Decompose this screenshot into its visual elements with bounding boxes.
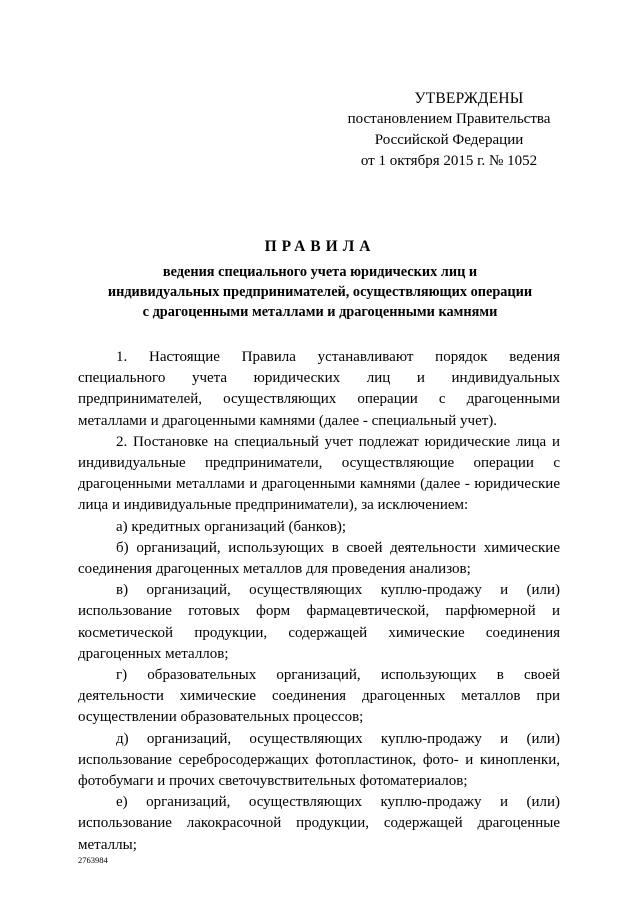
document-body (78, 347, 560, 856)
paragraph-1: 1. Настоящие Правила устанавливают порядок ведения специального учета юридических лиц и индивидуальных предпринимателей, осуществляющих операции с драгоценными металлами и драгоценными камнями (далее - специальный учет). (78, 349, 560, 429)
document-title: ПРАВИЛА (264, 238, 376, 255)
paragraph-2: 2. Постановке на специальный учет подлежат юридические лица и индивидуальные предприниматели, осуществляющие операции с драгоценными металлами и драгоценными камнями (далее - юридические лица и индивидуальные предприниматели), за исключением: (78, 433, 560, 514)
item-e: е) организаций, осуществляющих куплю-продажу и (или) использование лакокрасочной продукции, содержащей драгоценные металлы; (78, 794, 560, 853)
document-number: 2763984 (78, 855, 108, 865)
item-a: а) кредитных организаций (банков); (116, 518, 347, 535)
item-b: б) организаций, использующих в своей деятельности химические соединения драгоценных металлов для проведения анализов; (78, 539, 560, 578)
subtitle-line-3: с драгоценными металлами и драгоценными камнями (142, 304, 498, 320)
item-v: в) организаций, осуществляющих куплю-продажу и (или) использование готовых форм фармацевтической, парфюмерной и косметической продукции, содержащей химические соединения драгоценных металлов; (78, 582, 560, 662)
item-d: д) организаций, осуществляющих куплю-продажу и (или) использование серебросодержащих фотопластинок, фото- и кинопленки, фотобумаги и прочих светочувствительных фотоматериалов; (78, 730, 560, 790)
approval-heading: УТВЕРЖДЕНЫ (414, 90, 524, 107)
document-subtitle (80, 262, 560, 322)
subtitle-line-1: ведения специального учета юридических лиц и (162, 264, 478, 280)
approval-line-1: постановлением Правительства (347, 111, 551, 127)
item-g: г) образовательных организаций, использующих в своей деятельности химические соединения драгоценных металлов при осуществлении образовательных процессов; (78, 667, 560, 726)
approval-block (318, 88, 580, 172)
approval-date-number: от 1 октября 2015 г. № 1052 (360, 153, 538, 169)
subtitle-line-2: индивидуальных предпринимателей, осуществляющих операции (107, 284, 533, 300)
approval-line-2: Российской Федерации (374, 132, 524, 148)
